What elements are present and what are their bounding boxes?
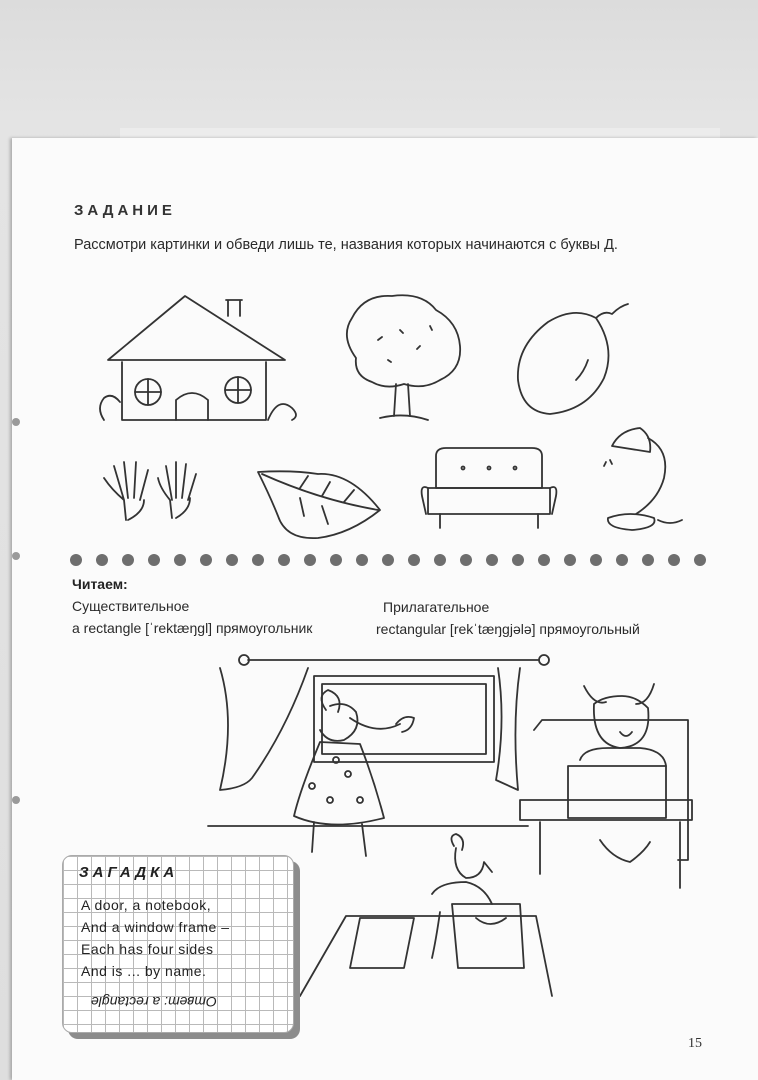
noun-entry: a rectangle [ˈrektæŋgl] прямоугольник	[72, 620, 313, 636]
reading-heading: Читаем:	[72, 576, 128, 592]
sofa-icon	[422, 448, 557, 528]
tree-icon	[347, 295, 460, 420]
riddle-line: And a window frame –	[81, 919, 230, 935]
riddle-line: A door, a notebook,	[81, 897, 212, 913]
riddle-answer: Ответ: a rectangle	[91, 994, 217, 1010]
noun-label: Существительное	[72, 598, 190, 614]
adjective-label: Прилагательное	[383, 599, 490, 615]
task-heading: ЗАДАНИЕ	[74, 202, 176, 219]
balloon-icon	[518, 304, 628, 414]
riddle-box	[62, 855, 294, 1033]
leaf-icon	[258, 471, 380, 538]
riddle-line: Each has four sides	[81, 941, 214, 957]
riddle-line: And is ... by name.	[81, 963, 207, 979]
page-number: 15	[688, 1036, 702, 1051]
house-icon	[100, 296, 296, 420]
riddle-heading: ЗАГАДКА	[79, 864, 179, 881]
hands-icon	[104, 462, 196, 520]
adjective-entry: rectangular [rekˈtæŋgjələ] прямоугольный	[376, 621, 640, 637]
task-instruction: Рассмотри картинки и обведи лишь те, названия которых начинаются с буквы Д.	[74, 237, 618, 253]
dot-divider	[70, 553, 720, 567]
riddle-text	[81, 894, 230, 982]
lamp-icon	[604, 428, 682, 530]
